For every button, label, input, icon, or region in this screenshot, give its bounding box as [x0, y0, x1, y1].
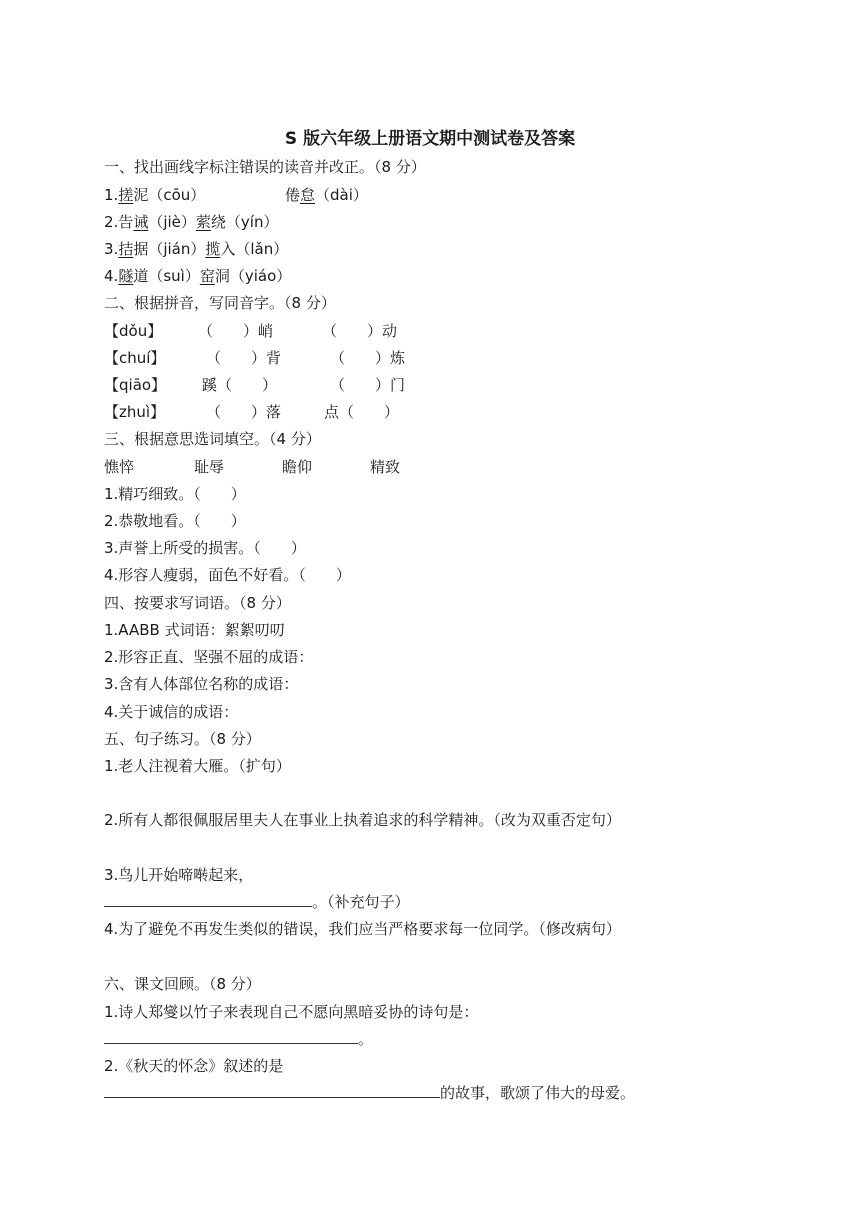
s3-question-1: 1.精巧细致。（ ）: [104, 485, 246, 503]
section-4-heading: 四、按要求写词语。（8 分）: [104, 594, 291, 612]
s4-question-4: 4.关于诚信的成语：: [104, 703, 239, 721]
section-6-heading: 六、课文回顾。（8 分）: [104, 975, 261, 993]
s3-word-1: 憔悴: [104, 458, 135, 476]
answer-blank[interactable]: [104, 892, 312, 907]
s3-word-3: 瞻仰: [282, 458, 313, 476]
s5-question-3: 3.鸟儿开始啼啭起来，: [104, 866, 254, 884]
s4-question-2: 2.形容正直、坚强不屈的成语：: [104, 648, 314, 666]
s1-question-4: 4.隧道（suì）窑洞（yiáo）: [104, 267, 292, 285]
s4-question-1: 1.AABB 式词语：絮絮叨叨: [104, 621, 285, 639]
section-1-heading: 一、找出画线字标注错误的读音并改正。（8 分）: [104, 158, 426, 176]
s6-question-2: 2.《秋天的怀念》叙述的是: [104, 1057, 284, 1075]
s3-question-4: 4.形容人瘦弱，面色不好看。（ ）: [104, 566, 351, 584]
s1-question-1b: 倦怠（dài）: [285, 186, 368, 204]
s5-question-4: 4.为了避免不再发生类似的错误，我们应当严格要求每一位同学。（修改病句）: [104, 920, 621, 938]
answer-blank[interactable]: [104, 1029, 358, 1044]
s6-question-1-answer: 。: [104, 1029, 373, 1049]
s5-question-3-answer: 。（补充句子）: [104, 892, 410, 912]
s1-question-3: 3.拮据（jián）揽入（lǎn）: [104, 240, 289, 258]
s2-blank-3b: （ ）门: [330, 376, 406, 394]
s6-question-2-answer: 的故事，歌颂了伟大的母爱。: [104, 1083, 635, 1103]
section-2-heading: 二、根据拼音，写同音字。（8 分）: [104, 294, 336, 312]
s5-question-1: 1.老人注视着大雁。（扩句）: [104, 757, 291, 775]
s2-pinyin-2: 【chuí】: [104, 349, 166, 367]
s3-word-2: 耻辱: [194, 458, 225, 476]
s2-blank-2a: （ ）背: [206, 349, 282, 367]
s2-blank-1a: （ ）峭: [198, 322, 274, 340]
s3-question-2: 2.恭敬地看。（ ）: [104, 512, 246, 530]
s6-question-1: 1.诗人郑燮以竹子来表现自己不愿向黑暗妥协的诗句是：: [104, 1003, 479, 1021]
s2-pinyin-4: 【zhuì】: [104, 403, 166, 421]
s4-question-3: 3.含有人体部位名称的成语：: [104, 675, 299, 693]
s2-blank-1b: （ ）动: [322, 322, 398, 340]
section-3-heading: 三、根据意思选词填空。（4 分）: [104, 430, 321, 448]
s2-blank-3a: 蹊（ ）: [202, 376, 278, 394]
s2-pinyin-1: 【dǒu】: [104, 322, 163, 340]
s3-word-4: 精致: [370, 458, 401, 476]
page-title: S 版六年级上册语文期中测试卷及答案: [284, 129, 576, 149]
s1-question-2: 2.告诫（jiè）萦绕（yín）: [104, 213, 279, 231]
answer-blank[interactable]: [104, 1083, 440, 1098]
s2-blank-2b: （ ）炼: [330, 349, 406, 367]
s2-blank-4a: （ ）落: [206, 403, 282, 421]
s2-pinyin-3: 【qiāo】: [104, 376, 167, 394]
s1-question-1: 1.搓泥（cōu）: [104, 186, 206, 204]
s5-question-2: 2.所有人都很佩服居里夫人在事业上执着追求的科学精神。（改为双重否定句）: [104, 811, 621, 829]
s2-blank-4b: 点（ ）: [324, 403, 400, 421]
s3-question-3: 3.声誉上所受的损害。（ ）: [104, 539, 306, 557]
section-5-heading: 五、句子练习。（8 分）: [104, 730, 261, 748]
